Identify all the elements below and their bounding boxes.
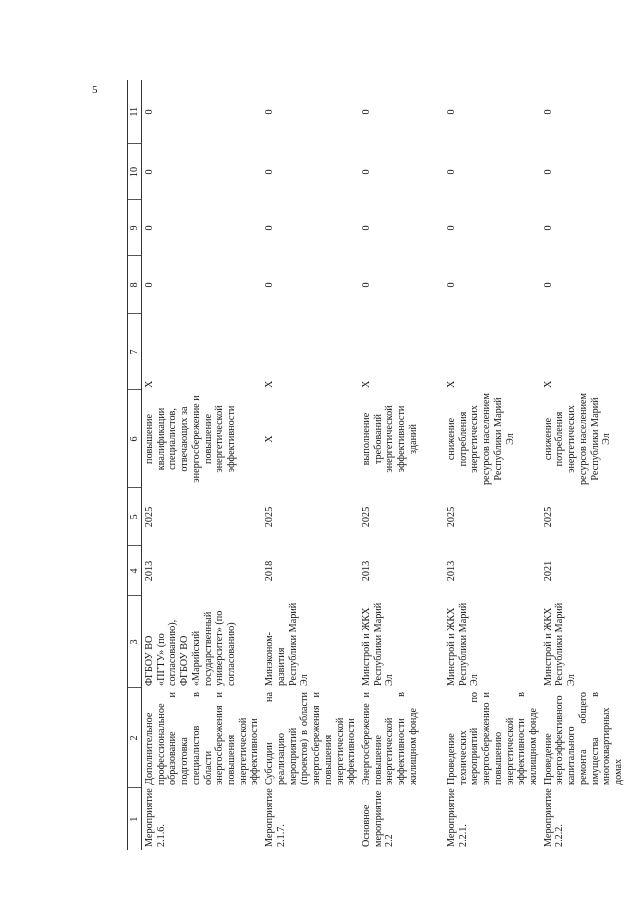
col-9-value: 0 bbox=[445, 225, 457, 231]
col-8-value: 0 bbox=[360, 282, 372, 288]
header-col-1: 1 bbox=[128, 788, 142, 850]
start-year: 2018 bbox=[264, 560, 276, 582]
program-measures-table bbox=[127, 80, 626, 850]
end-year: 2025 bbox=[360, 506, 372, 528]
expected-result: X bbox=[264, 435, 276, 443]
header-col-6: 6 bbox=[128, 390, 142, 488]
col-8-value: 0 bbox=[445, 282, 457, 288]
expected-result: снижение потребления энергетических ресурсов населением Республики Марий Эл bbox=[542, 392, 613, 486]
col-9-value: 0 bbox=[360, 225, 372, 231]
table-row bbox=[262, 80, 359, 850]
col-7-value: X bbox=[360, 380, 372, 388]
measure-id: Мероприятие 2.1.6. bbox=[144, 788, 167, 847]
start-year: 2013 bbox=[360, 560, 372, 582]
col-10-value: 0 bbox=[264, 169, 276, 175]
end-year: 2025 bbox=[542, 506, 554, 528]
col-11-value: 0 bbox=[264, 109, 276, 115]
expected-result: выполнение требований энергетической эффективности зданий bbox=[360, 405, 419, 473]
table-row bbox=[359, 80, 444, 850]
col-7-value: X bbox=[144, 380, 155, 388]
end-year: 2025 bbox=[445, 506, 457, 528]
responsible-executor: ФГБОУ ВО «ПГТУ» (по согласованию), ФГБОУ ВО «Марийский государственный университет» (по согласованию) bbox=[144, 610, 238, 686]
col-11-value: 0 bbox=[360, 109, 372, 115]
measure-id: Мероприятие 2.1.7. bbox=[264, 788, 287, 847]
col-11-value: 0 bbox=[542, 109, 554, 115]
end-year: 2025 bbox=[264, 506, 276, 528]
col-10-value: 0 bbox=[144, 169, 155, 175]
header-row bbox=[128, 80, 142, 850]
measure-id: Мероприятие 2.2.2. bbox=[542, 788, 566, 847]
header-col-4: 4 bbox=[128, 546, 142, 596]
measure-name: Энергосбережение и повышение энергетической эффективности в жилищном фонде bbox=[360, 692, 419, 785]
responsible-executor: Минстрой и ЖКХ Республики Марий Эл bbox=[542, 602, 578, 686]
header-col-11: 11 bbox=[128, 80, 142, 144]
col-8-value: 0 bbox=[542, 282, 554, 288]
table-row bbox=[142, 80, 263, 850]
start-year: 2013 bbox=[144, 560, 155, 582]
header-col-7: 7 bbox=[128, 314, 142, 390]
responsible-executor: Минстрой и ЖКХ Республики Марий Эл bbox=[360, 602, 396, 686]
col-9-value: 0 bbox=[264, 225, 276, 231]
col-10-value: 0 bbox=[360, 169, 372, 175]
header-col-9: 9 bbox=[128, 200, 142, 256]
col-8-value: 0 bbox=[144, 282, 155, 288]
col-10-value: 0 bbox=[445, 169, 457, 175]
col-11-value: 0 bbox=[144, 109, 155, 115]
header-col-2: 2 bbox=[128, 688, 142, 788]
expected-result: повышение квалификации специалистов, отвечающих за энергосбережение и повышение энергетической эффективности bbox=[144, 395, 238, 483]
col-7-value: X bbox=[542, 380, 554, 388]
start-year: 2021 bbox=[542, 560, 554, 582]
measure-id: Мероприятие 2.2.1. bbox=[445, 788, 469, 847]
start-year: 2013 bbox=[445, 560, 457, 582]
col-9-value: 0 bbox=[144, 225, 155, 231]
header-col-8: 8 bbox=[128, 256, 142, 314]
col-11-value: 0 bbox=[445, 109, 457, 115]
header-col-3: 3 bbox=[128, 596, 142, 688]
rotated-table-container bbox=[127, 80, 627, 850]
measure-id: Основное мероприятие 2.2 bbox=[360, 790, 396, 847]
header-col-10: 10 bbox=[128, 144, 142, 200]
col-7-value: X bbox=[264, 380, 276, 388]
end-year: 2025 bbox=[144, 506, 155, 528]
measure-name: Субсидии на реализацию мероприятий (проектов) в области энергосбережения и повышения энергетической эффективности bbox=[264, 692, 358, 785]
measure-name: Дополнительное профессиональное образование и подготовка специалистов в области энергосбережения и повышения энергетической эффективности bbox=[144, 692, 261, 785]
measure-name: Проведение технических мероприятий по энергосбережению и повышению энергетической эффективности в жилищном фонде bbox=[445, 692, 539, 785]
page-number: 5 bbox=[92, 84, 98, 96]
col-7-value: X bbox=[445, 380, 457, 388]
table-row bbox=[444, 80, 541, 850]
col-10-value: 0 bbox=[542, 169, 554, 175]
expected-result: снижение потребления энергетических ресурсов населением Республики Марий Эл bbox=[445, 392, 516, 486]
table-row bbox=[541, 80, 626, 850]
header-col-5: 5 bbox=[128, 488, 142, 546]
responsible-executor: Минстрой и ЖКХ Республики Марий Эл bbox=[445, 602, 481, 686]
col-8-value: 0 bbox=[264, 282, 276, 288]
responsible-executor: Минэконом-развития Республики Марий Эл bbox=[264, 602, 311, 686]
col-9-value: 0 bbox=[542, 225, 554, 231]
measure-name: Проведение энергоэффективного капитального ремонта общего имущества в многоквартирных домах bbox=[542, 692, 624, 785]
